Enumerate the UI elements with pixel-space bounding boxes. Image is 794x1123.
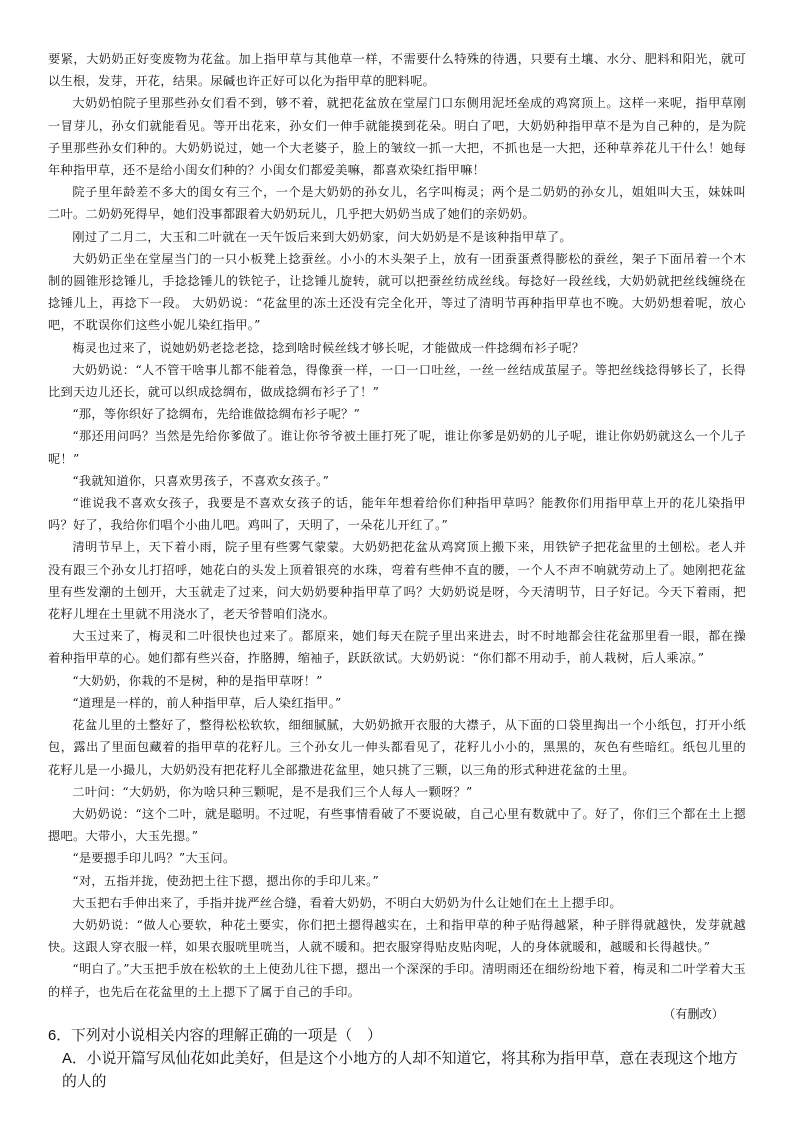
paragraph: 大奶奶怕院子里那些孙女们看不到，够不着，就把花盆放在堂屋门口东侧用泥坯垒成的鸡窝顶上。这样一来呢，指甲草刚一冒芽儿，孙女们就能看见。等开出花来，孙女们一伸手就能摸到花朵。明白了吧，大奶奶种指甲草不是为自己种的，是为院子里那些孙女们种的。大奶奶说过，她一个大老婆子，脸上的皱纹一抓一大把，不抓也是一大把，还种草养花儿干什么！她每年种指甲草，还不是给小闺女们种的？小闺女们都爱美嘛，都喜欢染红指甲嘛！: [48, 96, 746, 178]
paragraph: 刚过了二月二，大玉和二叶就在一天午饭后来到大奶奶家，问大奶奶是不是该种指甲草了。: [72, 229, 572, 244]
paragraph: 大奶奶正坐在堂屋当门的一只小板凳上捻蚕丝。小小的木头架子上，放有一团蚕蛋煮得膨松的蚕丝，架子下面吊着一个木制的圆锥形捻锤儿，手捻捻锤儿的铁铊子，让捻锤儿旋转，就可以把蚕丝纺成丝线。每捻好一段丝线，大奶奶就把丝线缠绕在捻锤儿上，再捻下一段。 大奶奶说：“花盆里的冻土还没有完全化开，等过了清明节再种指甲草也不晚。大奶奶想着呢，放心吧，不耽误你们这些小妮儿染红指甲。”: [48, 251, 746, 333]
source-note: （有删改）: [663, 1006, 724, 1021]
paragraph: 大玉过来了，梅灵和二叶很快也过来了。都原来，她们每天在院子里出来进去，时不时地都会往花盆那里看一眼，都在操着种指甲草的心。她们都有些兴奋，拃胳膊，缩袖子，跃跃欲试。大奶奶说：“你们都不用动手，前人栽树，后人乘凉。”: [48, 629, 746, 666]
paragraph: 大奶奶说：“这个二叶，就是聪明。不过呢，有些事情看破了不要说破，自己心里有数就中了。好了，你们三个都在土上摁摁吧。大带小，大玉先摁。”: [48, 806, 746, 844]
paragraph: 院子里年龄差不多大的闺女有三个，一个是大奶奶的孙女儿，名字叫梅灵；两个是二奶奶的孙女儿，姐姐叫大玉，妹妹叫二叶。二奶奶死得早，她们没事都跟着大奶奶玩儿，几乎把大奶奶当成了她们的亲奶奶。: [48, 185, 746, 222]
paragraph: 大奶奶说：“人不管干啥事儿都不能着急，得像蚕一样，一口一口吐丝，一丝一丝结成茧屋子。等把丝线捻得够长了，长得比到天边儿还长，就可以织成捻绸布，做成捻绸布衫子了！”: [48, 362, 746, 400]
paragraph: 梅灵也过来了，说她奶奶老捻老捻，捻到啥时候丝线才够长呢，才能做成一件捻绸布衫子呢？: [72, 340, 585, 355]
paragraph: “明白了。”大玉把手放在松软的土上使劲儿往下摁，摁出一个深深的手印。清明雨还在细纷纷地下着，梅灵和二叶学着大玉的样子，也先后在花盆里的土上摁下了属于自己的手印。: [48, 962, 746, 999]
question-6: [48, 1025, 746, 1094]
paragraph: “谁说我不喜欢女孩子，我要是不喜欢女孩子的话，能年年想着给你们种指甲草吗？能教你们用指甲草上开的花儿染指甲吗？好了，我给你们唱个小曲儿吧。鸡叫了，天明了，一朵花儿开红了。”: [48, 496, 746, 533]
paragraph: 大奶奶说：“做人心要软，种花土要实，你们把土摁得越实在，土和指甲草的种子贴得越紧，种子胖得就越快，发芽就越快。这跟人穿衣服一样，如果衣服咣里咣当，人就不暖和。把衣服穿得贴皮贴肉呢，人的身体就暖和，越暖和长得越快。”: [48, 917, 746, 955]
paragraph: 花盆儿里的土整好了，整得松松软软，细细腻腻，大奶奶掀开衣服的大襟子，从下面的口袋里掏出一个小纸包，打开小纸包，露出了里面包藏着的指甲草的花籽儿。三个孙女儿一伸头都看见了，花籽儿小小的，黑黑的，灰色有些暗红。纸包儿里的花籽儿是一小撮儿，大奶奶没有把花籽儿全部撒进花盆里，她只挑了三颗，以三角的形式种进花盆的土里。: [48, 718, 746, 777]
paragraph: “大奶奶，你栽的不是树，种的是指甲草呀！”: [72, 673, 323, 688]
question-stem: 6．下列对小说相关内容的理解正确的一项是（ ）: [48, 1027, 382, 1044]
story-text: [48, 48, 746, 1003]
paragraph: 大玉把右手伸出来了，手指并拢严丝合缝，看着大奶奶，不明白大奶奶为什么让她们在土上摁手印。: [72, 895, 622, 910]
paragraph: “那，等你织好了捻绸布，先给谁做捻绸布衫子呢？”: [72, 407, 361, 422]
paragraph: “那还用问吗？当然是先给你爹做了。谁让你爷爷被土匪打死了呢，谁让你爹是奶奶的儿子呢，谁让你奶奶就这么一个儿子呢！”: [48, 429, 746, 466]
paragraph: “对，五指并拢，使劲把土往下摁，摁出你的手印儿来。”: [72, 873, 380, 888]
paragraph: “我就知道你，只喜欢男孩子，不喜欢女孩子。”: [72, 473, 330, 488]
paragraph: 二叶问：“大奶奶，你为啥只种三颗呢，是不是我们三个人每人一颗呀？”: [72, 784, 473, 799]
option-a: A．小说开篇写凤仙花如此美好，但是这个小地方的人却不知道它，将其称为指甲草，意在表现这个地方的人的: [62, 1050, 738, 1090]
paragraph: “是要摁手印儿吗？”大玉问。: [72, 851, 236, 866]
paragraph: 清明节早上，天下着小雨，院子里有些雾气蒙蒙。大奶奶把花盆从鸡窝顶上搬下来，用铁铲子把花盆里的土刨松。老人并没有跟三个孙女儿打招呼，她花白的头发上顶着银亮的水珠，弯着有些伸不直的腰，一个人不声不响就劳动上了。她刚把花盆里有些发潮的土刨开，大玉就走了过来，问大奶奶要种指甲草了吗？大奶奶说是呀，今天清明节，日子好记。今天下着雨，把花籽儿埋在土里就不用浇水了，老天爷替咱们浇水。: [48, 540, 746, 622]
paragraph: 要紧，大奶奶正好变废物为花盆。加上指甲草与其他草一样，不需要什么特殊的待遇，只要有土壤、水分、肥料和阳光，就可以生根，发芽，开花，结果。尿碱也许正好可以化为指甲草的肥料呢。: [48, 52, 746, 89]
paragraph: “道理是一样的，前人种指甲草，后人染红指甲。”: [72, 695, 342, 710]
